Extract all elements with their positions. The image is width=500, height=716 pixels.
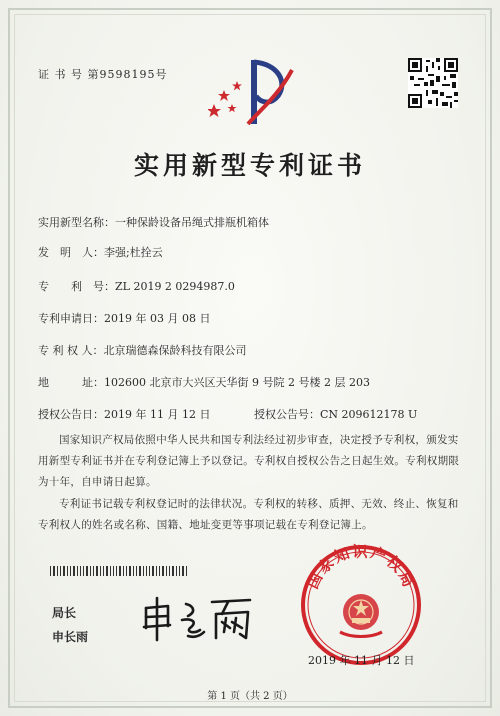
grant-number-value: CN 209612178 U bbox=[320, 408, 418, 421]
patent-number-value: ZL 2019 2 0294987.0 bbox=[115, 280, 235, 293]
inventor-value: 李强;杜拴云 bbox=[104, 246, 163, 259]
patent-number-label: 专 利 号： bbox=[38, 280, 115, 293]
grant-number-row bbox=[254, 406, 417, 422]
director-signature bbox=[138, 592, 258, 644]
svg-text:国家知识产权局 bbox=[303, 542, 418, 591]
barcode-icon bbox=[50, 566, 190, 576]
page-number: 第 1 页（共 2 页） bbox=[207, 691, 293, 702]
patent-number-row bbox=[38, 278, 235, 294]
owner-value: 北京瑞德森保龄科技有限公司 bbox=[103, 344, 247, 357]
legal-status-paragraph: 专利证书记载专利权登记时的法律状况。专利权的转移、质押、无效、终止、恢复和专利权人的姓名或名称、国籍、地址变更等事项记载在专利登记簿上。 bbox=[38, 498, 459, 531]
address-value: 102600 北京市大兴区天华街 9 号院 2 号楼 2 层 203 bbox=[104, 376, 370, 389]
owner-label: 专 利 权 人： bbox=[38, 344, 104, 357]
inventor-label: 发 明 人： bbox=[38, 246, 104, 259]
cnipa-logo-icon bbox=[208, 56, 298, 128]
grant-date-label: 授权公告日： bbox=[38, 408, 104, 421]
grant-date-value: 2019 年 11 月 12 日 bbox=[104, 408, 211, 421]
inventor-row bbox=[38, 244, 163, 260]
address-row bbox=[38, 374, 370, 390]
seal-date: 2019 年 11 月 12 日 bbox=[308, 654, 415, 667]
filing-date-label: 专利申请日： bbox=[38, 312, 104, 325]
director-name: 申长雨 bbox=[52, 630, 89, 644]
patent-name-value: 一种保龄设备吊绳式排瓶机箱体 bbox=[115, 216, 269, 229]
grant-date-row bbox=[38, 406, 210, 422]
grant-statement-paragraph: 国家知识产权局依照中华人民共和国专利法经过初步审查，决定授予专利权，颁发实用新型专利证书并在专利登记簿上予以登记。专利权自授权公告之日起生效。专利权期限为十年，自申请日起算。 bbox=[38, 434, 460, 488]
certificate-title: 实用新型专利证书 bbox=[133, 151, 366, 180]
filing-date-value: 2019 年 03 月 08 日 bbox=[104, 312, 211, 325]
filing-date-row bbox=[38, 310, 210, 326]
seal-text: 国家知识产权局 bbox=[303, 542, 419, 592]
address-label: 地 址： bbox=[38, 376, 104, 389]
patent-name-label: 实用新型名称： bbox=[38, 216, 115, 229]
owner-row bbox=[38, 342, 247, 358]
qr-code-icon bbox=[408, 58, 458, 108]
grant-number-label: 授权公告号： bbox=[254, 408, 320, 421]
official-seal bbox=[296, 540, 426, 670]
director-title: 局长 bbox=[52, 606, 77, 620]
certificate-number: 证 书 号 第9598195号 bbox=[38, 68, 168, 81]
patent-name-row bbox=[38, 214, 269, 230]
